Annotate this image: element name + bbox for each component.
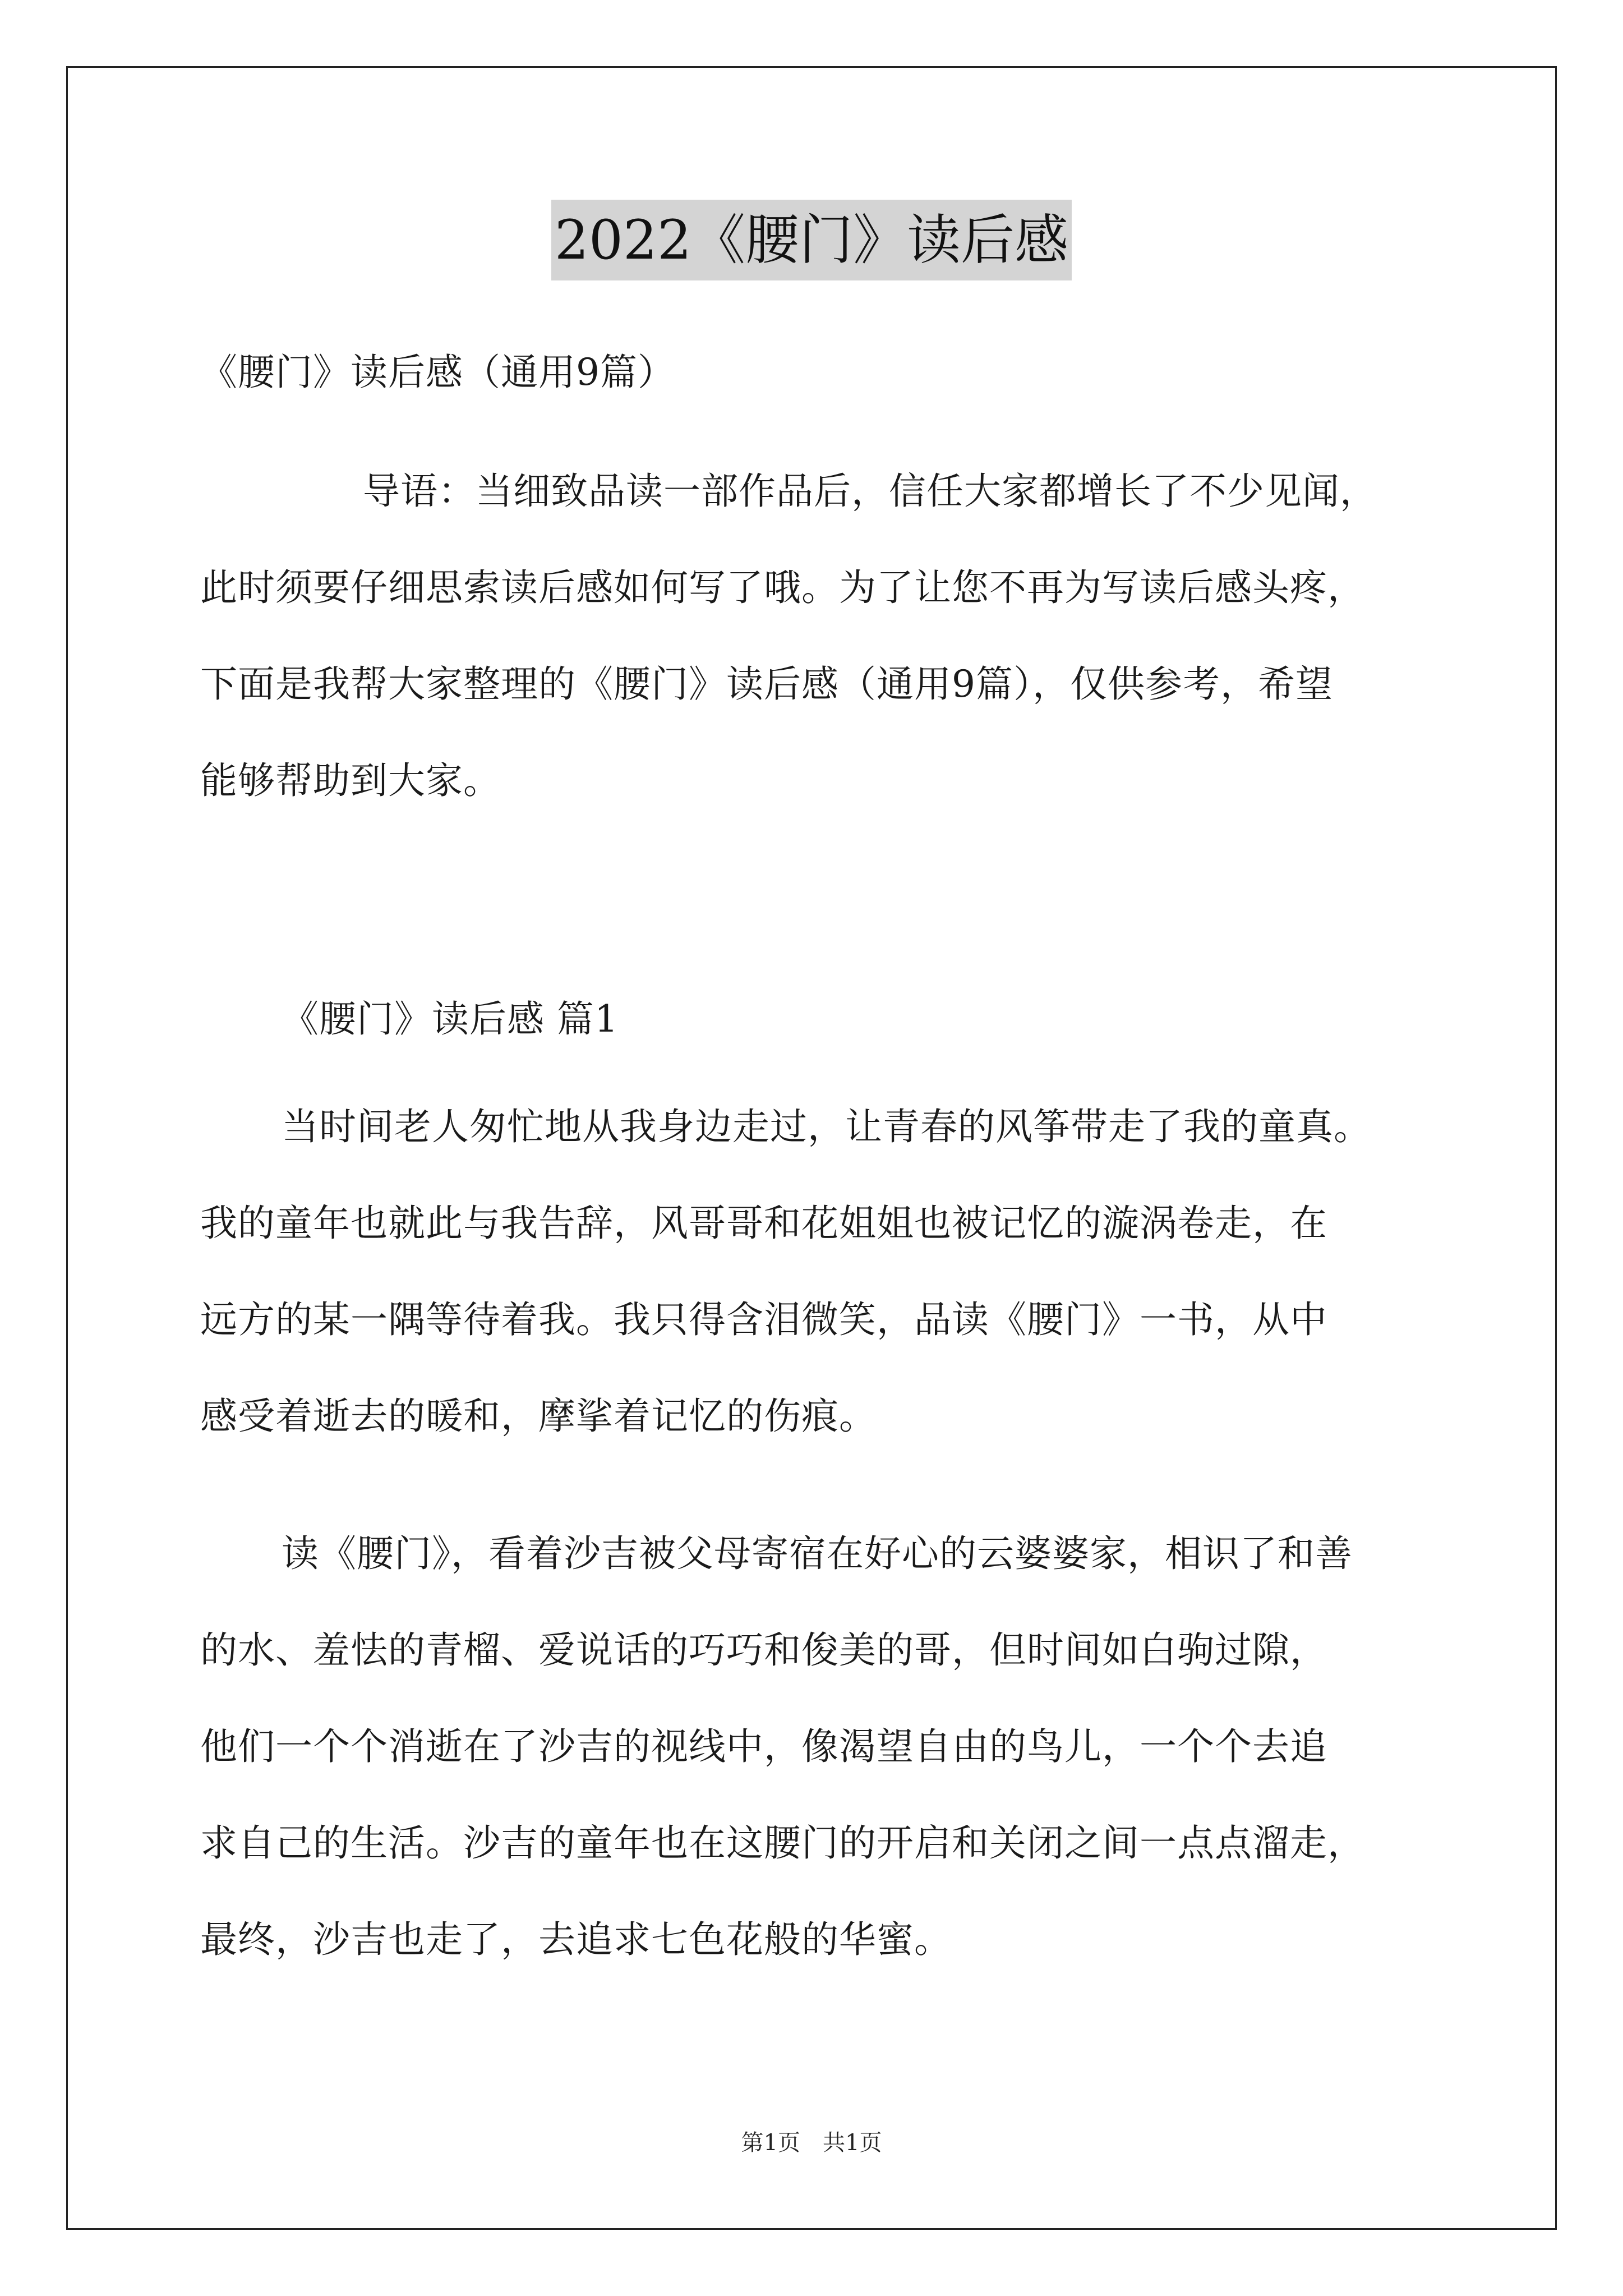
paragraph2-line-1: 读《腰门》，看着沙吉被父母寄宿在好心的云婆婆家，相识了和善 <box>282 1532 1353 1575</box>
paragraph2-line-5: 最终，沙吉也走了，去追求七色花般的华蜜。 <box>200 1918 952 1961</box>
paragraph2-line-4: 求自己的生活。沙吉的童年也在这腰门的开启和关闭之间一点点溜走， <box>200 1821 1365 1865</box>
paragraph1-line-4: 感受着逝去的暖和，摩挲着记忆的伤痕。 <box>200 1395 877 1438</box>
paragraph1-line-2: 我的童年也就此与我告辞，风哥哥和花姐姐也被记忆的漩涡卷走，在 <box>200 1202 1327 1245</box>
paragraph1-line-1: 当时间老人匆忙地从我身边走过，让青春的风筝带走了我的童真。 <box>282 1105 1371 1148</box>
title-wrap <box>0 200 1623 280</box>
paragraph2-line-3: 他们一个个消逝在了沙吉的视线中，像渴望自由的鸟儿，一个个去追 <box>200 1725 1327 1768</box>
page-footer: 第1页 共1页 <box>741 2130 882 2156</box>
paragraph2-line-2: 的水、羞怯的青榴、爱说话的巧巧和俊美的哥，但时间如白驹过隙， <box>200 1628 1327 1672</box>
document-title: 2022《腰门》读后感 <box>551 200 1072 280</box>
intro-line-3: 下面是我帮大家整理的《腰门》读后感（通用9篇），仅供参考，希望 <box>200 662 1333 706</box>
intro-line-1: 导语：当细致品读一部作品后，信任大家都增长了不少见闻， <box>363 470 1377 513</box>
intro-line-2: 此时须要仔细思索读后感如何写了哦。为了让您不再为写读后感头疼， <box>200 566 1365 609</box>
intro-line-4: 能够帮助到大家。 <box>200 759 501 802</box>
paragraph1-line-3: 远方的某一隅等待着我。我只得含泪微笑，品读《腰门》一书，从中 <box>200 1298 1327 1341</box>
document-subtitle: 《腰门》读后感（通用9篇） <box>200 351 675 394</box>
section-heading: 《腰门》读后感 篇1 <box>282 997 619 1041</box>
